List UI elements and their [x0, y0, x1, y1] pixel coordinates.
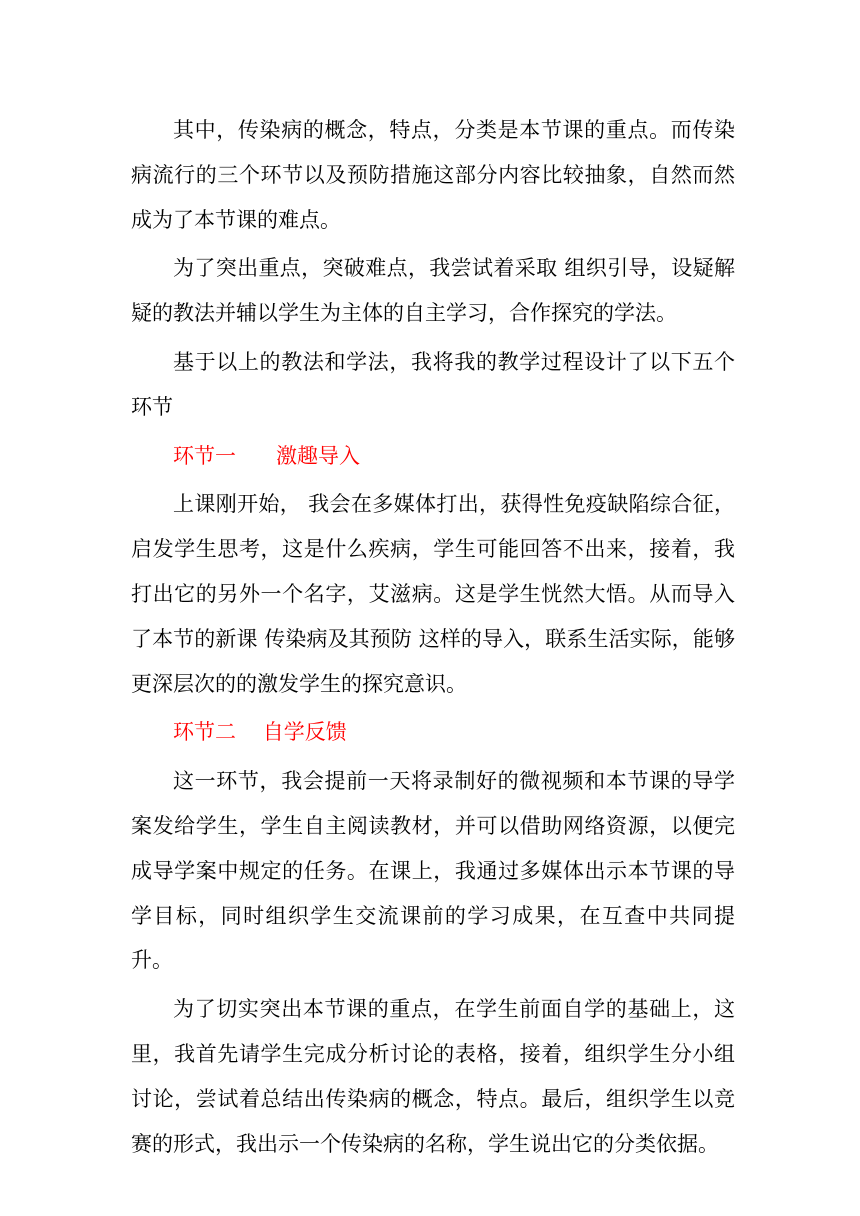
paragraph-self-study: 这一环节，我会提前一天将录制好的微视频和本节课的导学案发给学生，学生自主阅读教材，并可以借助网络资源，以便完成导学案中规定的任务。在课上，我通过多媒体出示本节课的导学目标，同时组织学生交流课前的学习成果，在互查中共同提升。 [131, 769, 735, 973]
paragraph-process-intro: 基于以上的教法和学法，我将我的教学过程设计了以下五个环节 [131, 349, 735, 419]
section-heading-1: 环节一 激趣导入 [173, 443, 361, 468]
section-heading-2: 环节二 自学反馈 [173, 720, 347, 745]
paragraph-key-points: 其中，传染病的概念，特点，分类是本节课的重点。而传染病流行的三个环节以及预防措施这部分内容比较抽象，自然而然成为了本节课的难点。 [131, 118, 735, 232]
paragraph-teaching-method: 为了突出重点，突破难点，我尝试着采取 组织引导，设疑解疑的教法并辅以学生为主体的自主学习，合作探究的学法。 [131, 256, 735, 326]
document-body [131, 108, 735, 1170]
paragraph-key-point-activity: 为了切实突出本节课的重点，在学生前面自学的基础上，这里，我首先请学生完成分析讨论的表格，接着，组织学生分小组讨论，尝试着总结出传染病的概念，特点。最后，组织学生以竞赛的形式，我出示一个传染病的名称，学生说出它的分类依据。 [131, 997, 735, 1156]
paragraph-lead-in: 上课刚开始， 我会在多媒体打出，获得性免疫缺陷综合征，启发学生思考，这是什么疾病，学生可能回答不出来，接着，我打出它的另外一个名字，艾滋病。这是学生恍然大悟。从而导入了本节的新课 传染病及其预防 这样的导入，联系生活实际，能够更深层次的的激发学生的探究意识。 [131, 492, 735, 696]
